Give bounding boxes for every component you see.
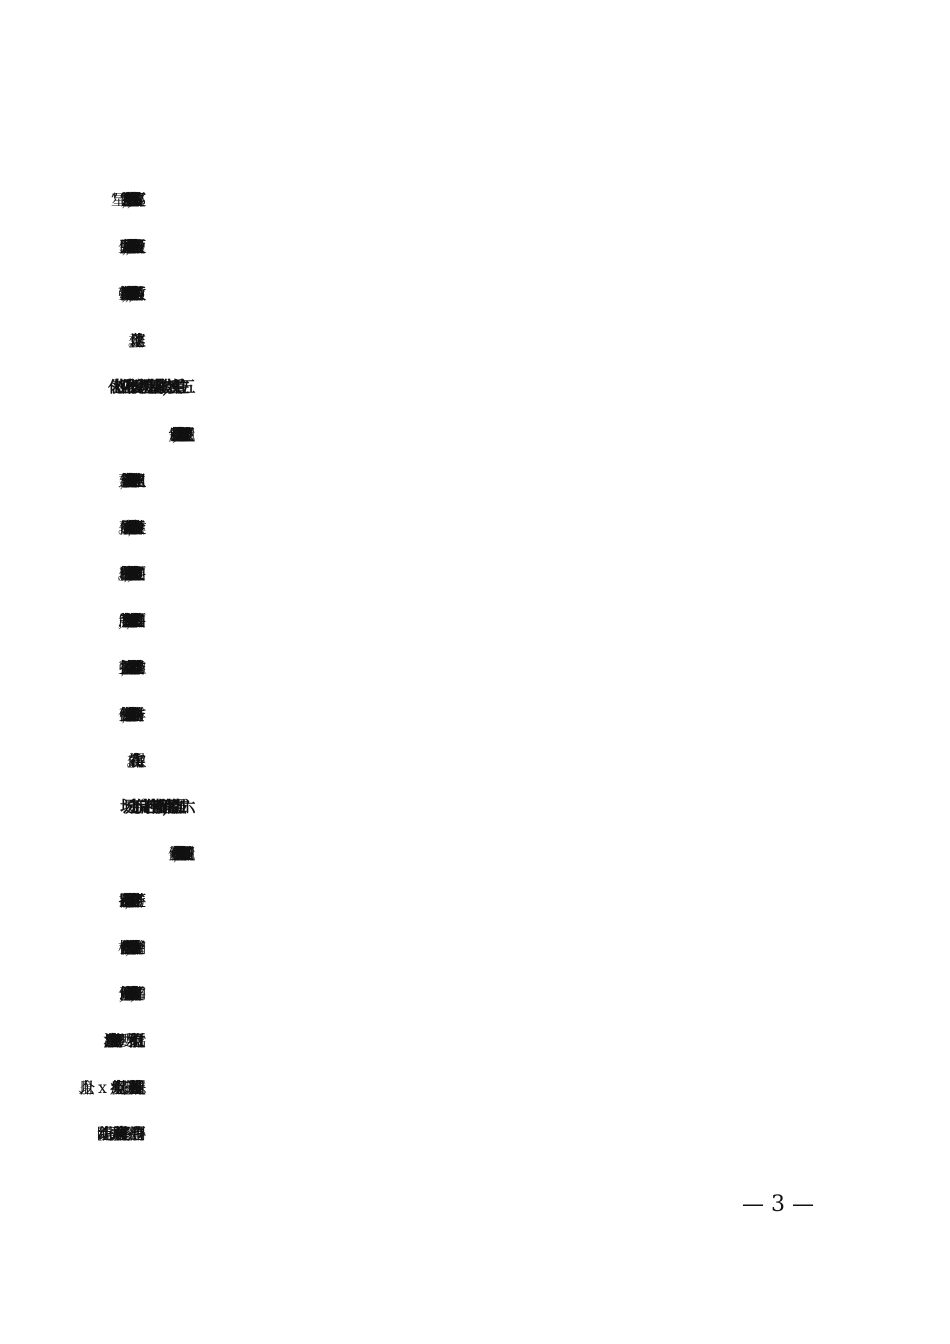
- body-line: [131, 1072, 851, 1104]
- body-line: [131, 1025, 851, 1057]
- body-line: [131, 278, 851, 310]
- body-line: [131, 605, 851, 637]
- body-line: [131, 699, 851, 731]
- body-line: [131, 978, 851, 1010]
- section-heading-6: [180, 791, 900, 823]
- body-line: [131, 1118, 851, 1150]
- body-line: [131, 325, 851, 357]
- body-line: [131, 932, 851, 964]
- body-line: [180, 838, 900, 870]
- body-line: [131, 558, 851, 590]
- section-heading-5: [180, 371, 900, 403]
- body-line: [131, 465, 851, 497]
- body-line: [131, 231, 851, 263]
- page-number: — 3 —: [742, 1192, 814, 1217]
- body-line: [131, 652, 851, 684]
- body-line: [131, 885, 851, 917]
- body-line: [131, 512, 851, 544]
- body-line: [131, 745, 851, 777]
- body-line: [180, 419, 900, 451]
- body-line: [131, 184, 851, 216]
